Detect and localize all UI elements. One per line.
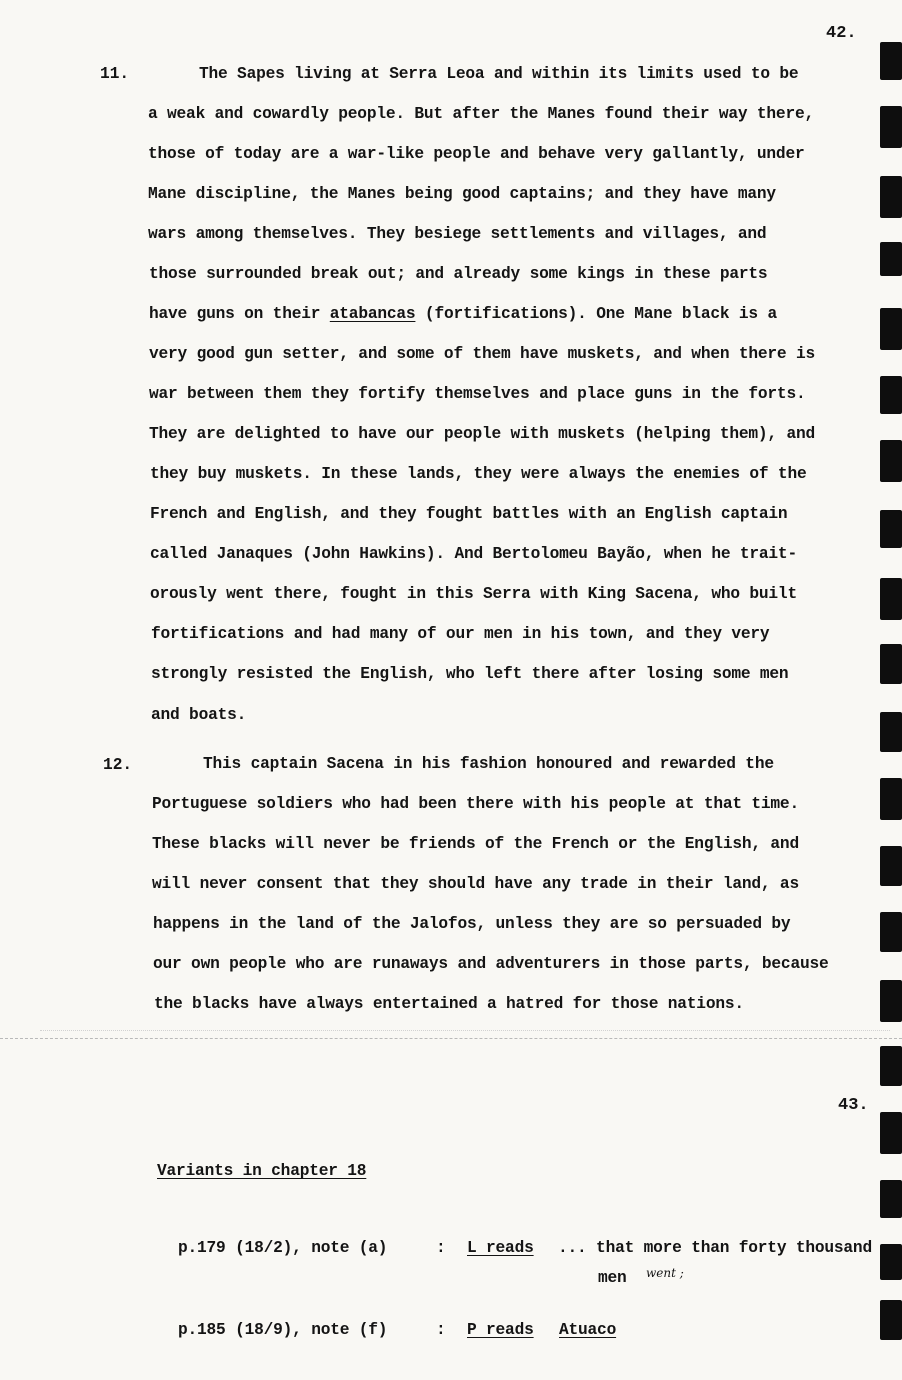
text-line: very good gun setter, and some of them have muskets, and when there is — [149, 345, 815, 363]
text-line: wars among themselves. They besiege settlements and villages, and — [148, 225, 767, 243]
binding-mark — [880, 176, 902, 218]
variant-source: P reads — [467, 1321, 534, 1339]
binding-mark — [880, 1180, 902, 1218]
binding-mark — [880, 106, 902, 148]
paragraph-number: 12. — [103, 756, 133, 774]
binding-mark — [880, 440, 902, 482]
page-break-line — [0, 1038, 902, 1039]
text-line: French and English, and they fought battles with an English captain — [150, 505, 788, 523]
text-line: These blacks will never be friends of the French or the English, and — [152, 835, 799, 853]
variant-text: ... that more than forty thousand — [558, 1239, 872, 1257]
text-line: war between them they fortify themselves and place guns in the forts. — [149, 385, 806, 403]
text-line: The Sapes living at Serra Leoa and within its limits used to be — [199, 65, 799, 83]
binding-mark — [880, 778, 902, 820]
text-line: This captain Sacena in his fashion honoured and rewarded the — [203, 755, 774, 773]
variant-text: Atuaco — [559, 1321, 617, 1339]
text-line: Mane discipline, the Manes being good captains; and they have many — [148, 185, 776, 203]
text-line: those of today are a war-like people and behave very gallantly, under — [148, 145, 805, 163]
text-line: and boats. — [151, 706, 247, 724]
binding-mark — [880, 912, 902, 952]
binding-mark — [880, 846, 902, 886]
variant-ref: p.185 (18/9), note (f) — [178, 1321, 388, 1339]
text-line: the blacks have always entertained a hatred for those nations. — [154, 995, 744, 1013]
text-line: Portuguese soldiers who had been there with his people at that time. — [152, 795, 799, 813]
variant-separator: : — [436, 1239, 446, 1257]
variant-separator: : — [436, 1321, 446, 1339]
text-fragment: have guns on their — [149, 305, 330, 323]
variant-source: L reads — [467, 1239, 534, 1257]
text-line: They are delighted to have our people with muskets (helping them), and — [149, 425, 815, 443]
text-line: those surrounded break out; and already some kings in these parts — [149, 265, 768, 283]
binding-mark — [880, 308, 902, 350]
section-heading: Variants in chapter 18 — [157, 1162, 367, 1180]
binding-mark — [880, 1112, 902, 1154]
binding-mark — [880, 510, 902, 548]
text-line-with-term — [149, 304, 777, 324]
text-line: strongly resisted the English, who left there after losing some men — [151, 665, 789, 683]
binding-mark — [880, 644, 902, 684]
handwritten-annotation: went ; — [646, 1266, 684, 1280]
page-break-line — [40, 1030, 890, 1031]
binding-edge — [876, 30, 902, 1380]
binding-mark — [880, 980, 902, 1022]
binding-mark — [880, 1300, 902, 1340]
text-line: our own people who are runaways and adventurers in those parts, because — [153, 955, 829, 973]
binding-mark — [880, 712, 902, 752]
page-number-bottom: 43. — [838, 1096, 869, 1115]
paragraph-number: 11. — [100, 65, 130, 83]
underlined-term: atabancas — [329, 305, 416, 323]
text-line: happens in the land of the Jalofos, unless they are so persuaded by — [153, 915, 791, 933]
text-line: will never consent that they should have any trade in their land, as — [152, 875, 799, 893]
binding-mark — [880, 42, 902, 80]
variant-text-continued: men — [598, 1269, 627, 1287]
text-line: they buy muskets. In these lands, they were always the enemies of the — [150, 465, 807, 483]
binding-mark — [880, 1046, 902, 1086]
variant-ref: p.179 (18/2), note (a) — [178, 1239, 388, 1257]
binding-mark — [880, 242, 902, 276]
text-fragment: (fortifications). One Mane black is a — [415, 305, 777, 323]
text-line: orously went there, fought in this Serra with King Sacena, who built — [150, 585, 797, 603]
binding-mark — [880, 578, 902, 620]
text-line: called Janaques (John Hawkins). And Bertolomeu Bayão, when he trait- — [150, 545, 797, 563]
page-number-top: 42. — [826, 24, 857, 43]
text-line: a weak and cowardly people. But after the Manes found their way there, — [148, 105, 814, 123]
binding-mark — [880, 376, 902, 414]
binding-mark — [880, 1244, 902, 1280]
text-line: fortifications and had many of our men in his town, and they very — [151, 625, 770, 643]
